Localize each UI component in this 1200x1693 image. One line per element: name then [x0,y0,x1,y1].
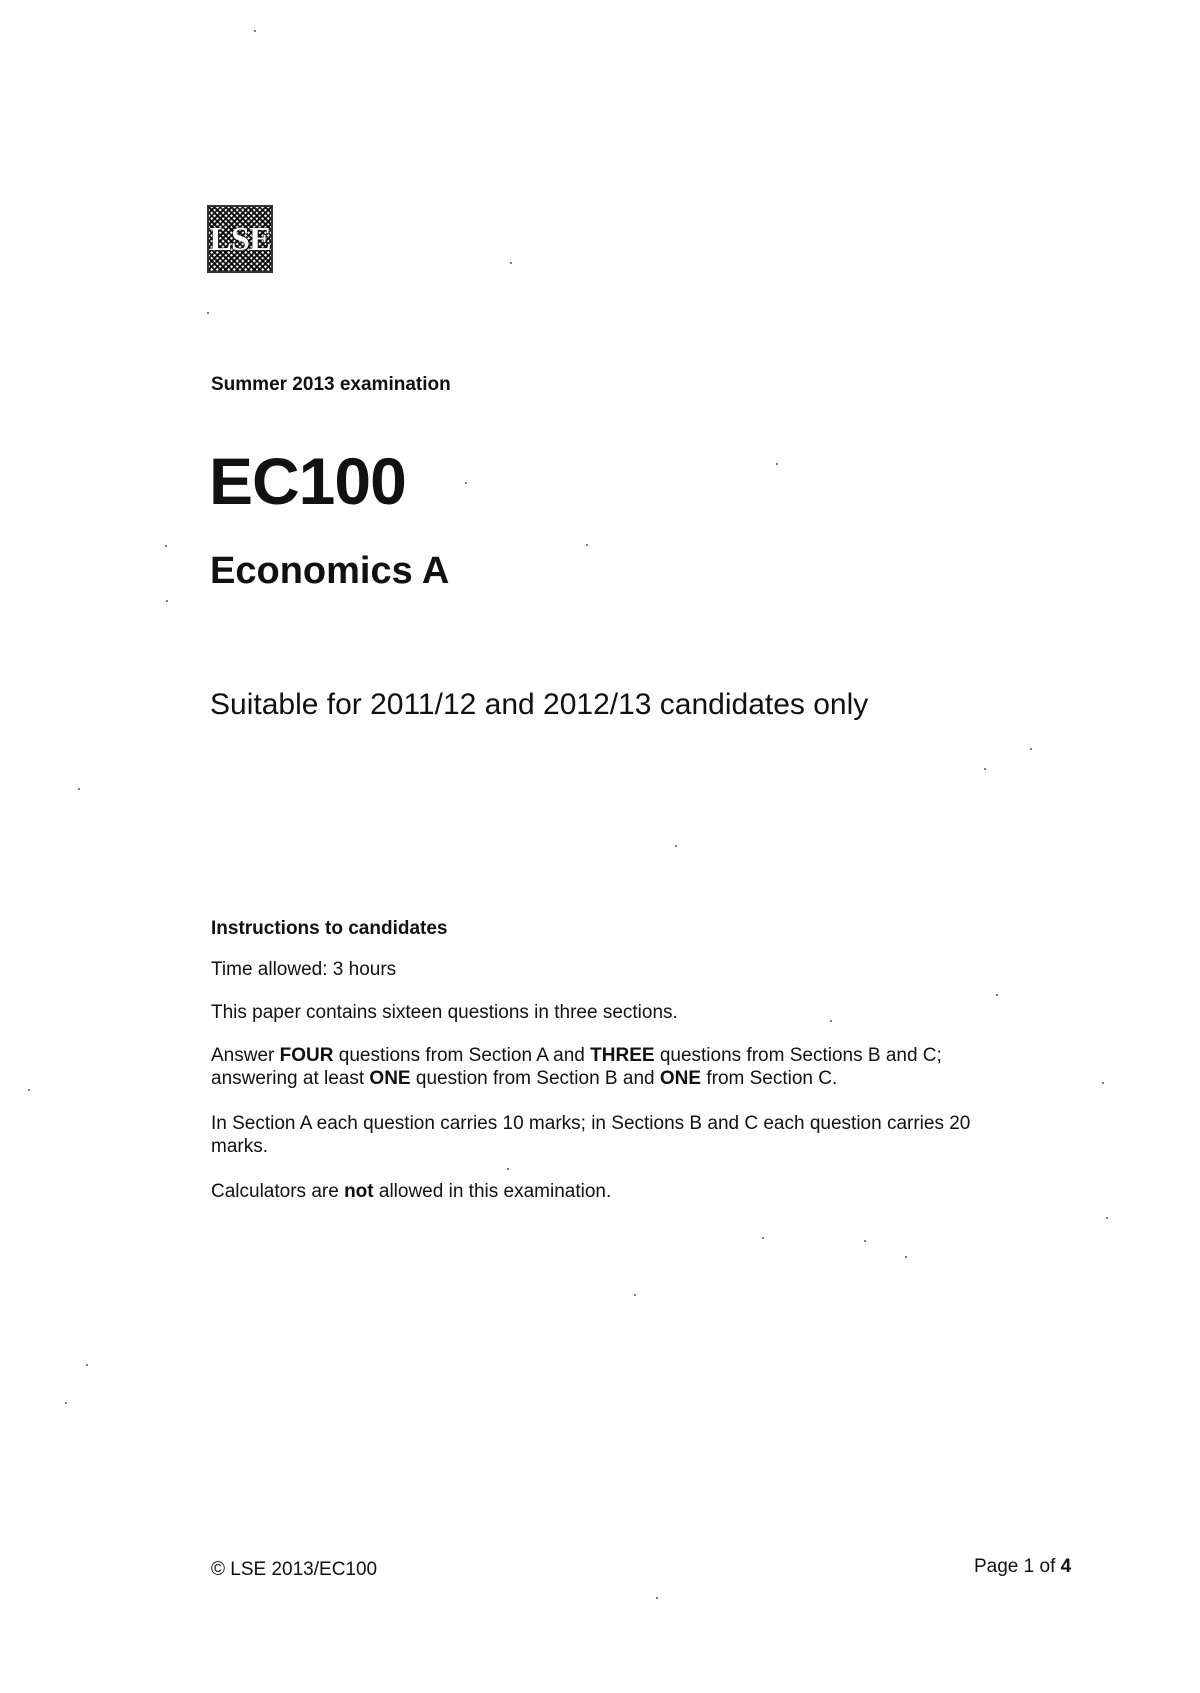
suitability-note: Suitable for 2011/12 and 2012/13 candidates only [210,688,869,721]
text-run: from Section C. [701,1068,838,1089]
scan-speck [864,1240,866,1242]
page-prefix: Page 1 of [974,1556,1061,1577]
emphasis: FOUR [279,1045,334,1066]
scan-speck [1106,1217,1108,1219]
instructions-section [211,917,1011,1225]
calculators-rule [211,1180,1011,1203]
page-total: 4 [1060,1556,1072,1577]
text-run: questions from Section A and [333,1045,591,1066]
course-code: EC100 [209,444,406,518]
scan-speck [254,30,256,32]
scan-speck [996,994,998,996]
scan-speck [78,788,80,790]
logo-text: LSE [209,221,271,258]
scan-speck [1102,1082,1104,1084]
scan-speck [762,1237,764,1239]
text-run: allowed in this examination. [373,1181,612,1202]
instructions-heading: Instructions to candidates [211,918,448,939]
course-title: Economics A [210,550,450,592]
emphasis: ONE [369,1068,411,1089]
lse-logo-icon [207,205,273,273]
scan-speck [1030,748,1032,750]
text-run: Calculators are [211,1181,345,1202]
text-run: Answer [211,1045,280,1066]
scan-speck [656,1597,658,1599]
text-run: questions from Sections B and C; answering at least [211,1045,942,1089]
text-run: question from Section B and [410,1068,660,1089]
scan-speck [86,1364,88,1366]
scan-speck [166,600,168,602]
footer-copyright: © LSE 2013/EC100 [211,1559,378,1580]
scan-speck [507,1168,509,1170]
time-allowed: Time allowed: 3 hours [211,959,397,980]
scan-speck [586,544,588,546]
scan-speck [830,1020,832,1022]
marks-info: In Section A each question carries 10 marks; in Sections B and C each question carries 20 marks. [211,1113,971,1157]
answer-rule [211,1044,1011,1090]
emphasis: THREE [590,1045,655,1066]
scan-speck [634,1294,636,1296]
scan-speck [510,262,512,264]
footer-page-number [974,1556,1071,1578]
scan-speck [905,1256,907,1258]
scan-speck [65,1402,67,1404]
scan-speck [675,845,677,847]
emphasis: ONE [659,1068,702,1089]
scan-speck [984,768,986,770]
scan-speck [776,463,778,465]
emphasis: not [344,1181,374,1202]
scan-speck [165,545,167,547]
scan-speck [28,1089,30,1091]
scan-speck [465,482,467,484]
paper-contents: This paper contains sixteen questions in three sections. [211,1002,678,1023]
exam-session: Summer 2013 examination [211,374,451,395]
scan-speck [207,312,209,314]
